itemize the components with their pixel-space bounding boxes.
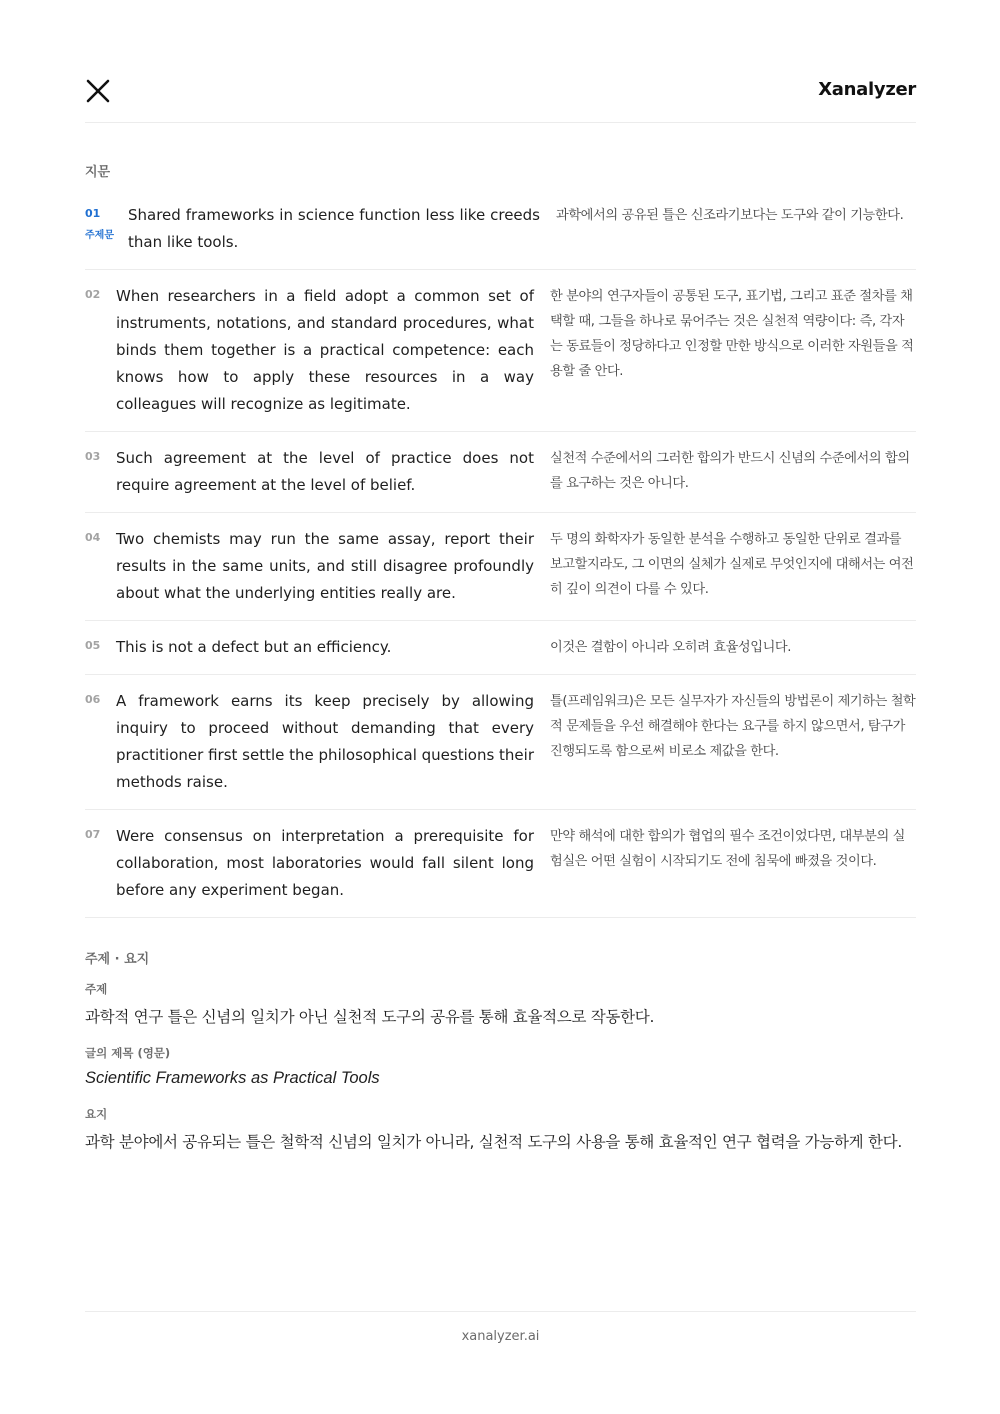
title-label: 글의 제목 (영문) [85,1046,171,1060]
footer-url[interactable]: xanalyzer.ai [461,1329,540,1344]
sentence-english: A framework earns its keep precisely by allowing inquiry to proceed without demanding that every practitioner first settle the philosophical questions their methods raise. [116,692,534,791]
english-title: Scientific Frameworks as Practical Tools [85,1069,380,1087]
sentence-list [85,202,916,918]
sentence-number: 02 [85,288,101,301]
sentence-number: 01 [85,207,101,220]
sentence-number: 05 [85,639,101,652]
topic-label: 주제 [85,982,108,996]
sentence-korean: 틀(프레임워크)은 모든 실무자가 자신들의 방법론이 제기하는 철학적 문제들을 우선 해결해야 한다는 요구를 하지 않으면서, 탐구가 진행되도록 함으로써 비로소 제값을 한다. [550,694,916,759]
sentence-number-column [85,823,116,904]
close-button[interactable] [85,78,111,104]
sentence-number: 03 [85,450,101,463]
sentence-korean: 두 명의 화학자가 동일한 분석을 수행하고 동일한 단위로 결과를 보고할지라도, 그 이면의 실체가 실제로 무엇인지에 대해서는 여전히 깊이 의견이 다를 수 있다. [550,532,914,597]
sentence-number-column [85,202,128,256]
sentence-row [85,202,916,270]
sentence-row [85,621,916,675]
sentence-row [85,270,916,432]
sentence-number: 06 [85,693,101,706]
sentence-english: Were consensus on interpretation a prerequisite for collaboration, most laboratories would fall silent long before any experiment began. [116,827,534,899]
sentence-korean: 이것은 결함이 아니라 오히려 효율성입니다. [550,640,792,655]
sentence-korean: 실천적 수준에서의 그러한 합의가 반드시 신념의 수준에서의 합의를 요구하는 것은 아니다. [550,451,910,491]
header [85,0,916,123]
footer [85,1311,916,1344]
sentence-number-column [85,688,116,796]
summary-label: 주제 · 요지 [85,952,150,967]
sentence-number-column [85,283,116,418]
sentence-row [85,675,916,810]
topic-sentence-badge: 주제문 [85,230,114,241]
sentence-row [85,432,916,513]
sentence-english: Shared frameworks in science function less like creeds than like tools. [128,206,540,251]
sentence-english: Two chemists may run the same assay, report their results in the same units, and still disagree profoundly about what the underlying entities really are. [116,530,534,602]
passage-label: 지문 [85,165,111,180]
gist-label: 요지 [85,1107,108,1121]
sentence-number-column [85,526,116,607]
sentence-number-column [85,634,116,661]
sentence-english: Such agreement at the level of practice does not require agreement at the level of belief. [116,449,534,494]
brand-logo: Xanalyzer [818,79,916,100]
sentence-number: 04 [85,531,101,544]
sentence-korean: 만약 해석에 대한 합의가 협업의 필수 조건이었다면, 대부분의 실험실은 어떤 실험이 시작되기도 전에 침묵에 빠졌을 것이다. [550,829,905,869]
sentence-row [85,810,916,918]
gist-text: 과학 분야에서 공유되는 틀은 철학적 신념의 일치가 아니라, 실천적 도구의 사용을 통해 효율적인 연구 협력을 가능하게 한다. [85,1133,902,1151]
close-icon [85,78,111,104]
sentence-korean: 한 분야의 연구자들이 공통된 도구, 표기법, 그리고 표준 절차를 채택할 때, 그들을 하나로 묶어주는 것은 실천적 역량이다: 즉, 각자는 동료들이 정당하다고 인정할 만한 방식으로 이러한 자원들을 적용할 줄 안다. [550,289,914,379]
sentence-korean: 과학에서의 공유된 틀은 신조라기보다는 도구와 같이 기능한다. [556,208,904,223]
sentence-row [85,513,916,621]
sentence-number-column [85,445,116,499]
topic-text: 과학적 연구 틀은 신념의 일치가 아닌 실천적 도구의 공유를 통해 효율적으로 작동한다. [85,1008,655,1026]
sentence-english: When researchers in a field adopt a common set of instruments, notations, and standard procedures, what binds them together is a practical competence: each knows how to apply these resources in a way colleagues will recognize as legitimate. [116,287,534,413]
sentence-english: This is not a defect but an efficiency. [116,638,392,656]
sentence-number: 07 [85,828,101,841]
summary-section [85,948,916,1152]
page [85,0,916,1152]
